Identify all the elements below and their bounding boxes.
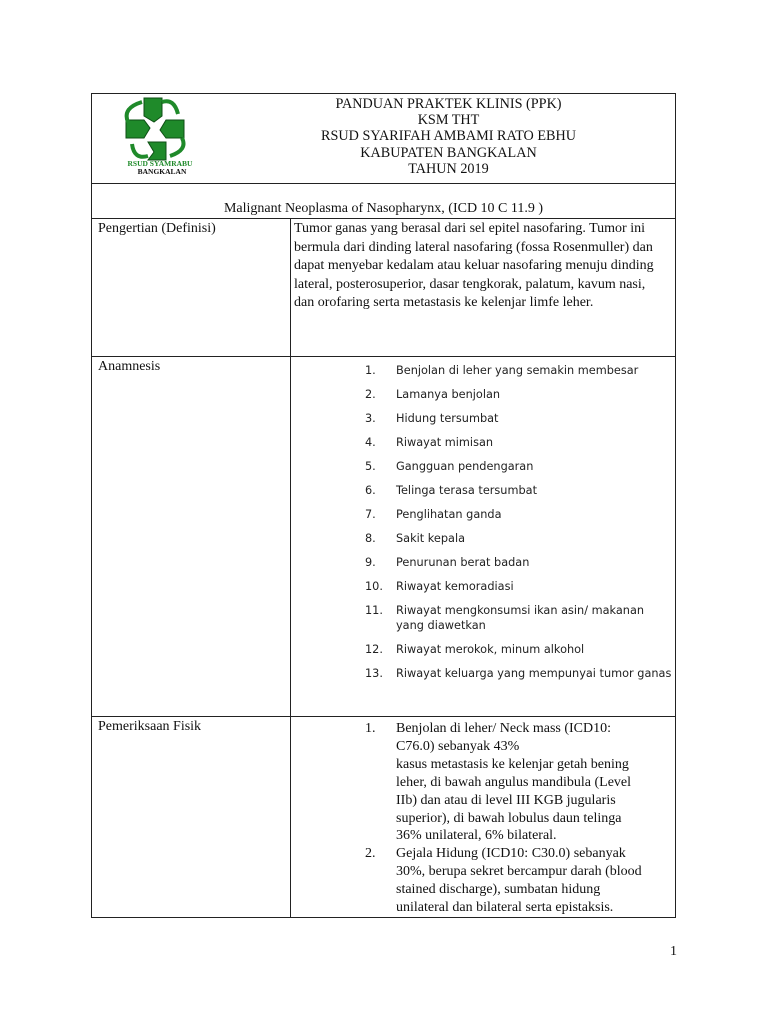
anamnesis-label: Anamnesis (92, 357, 291, 717)
list-text: Riwayat kemoradiasi (396, 580, 514, 593)
list-text: Benjolan di leher/ Neck mass (ICD10: C76.0) sebanyak 43% (396, 721, 612, 754)
anamnesis-item (291, 363, 675, 378)
list-text: Hidung tersumbat (396, 412, 499, 425)
anamnesis-item (291, 642, 675, 657)
fisik-item (291, 845, 675, 917)
list-text-continued: kasus metastasis ke kelenjar getah bening leher, di bawah angulus mandibula (Level IIb) dan atau di level III KGB jugularis superior), di bawah lobulus daun telinga 36% unilateral, 6% bilateral. (396, 756, 632, 844)
anamnesis-item (291, 603, 675, 633)
list-number: 4. (365, 436, 376, 449)
list-text: Riwayat keluarga yang mempunyai tumor ganas (396, 667, 672, 680)
list-number: 10. (365, 580, 383, 593)
anamnesis-item (291, 435, 675, 450)
logo-text-line2: BANGKALAN (137, 167, 187, 176)
document-title: Malignant Neoplasma of Nasopharynx, (ICD 10 C 11.9 ) (223, 201, 544, 216)
list-text: Riwayat mimisan (396, 436, 494, 449)
page-number: 1 (670, 944, 677, 959)
definisi-text: Tumor ganas yang berasal dari sel epitel nasofaring. Tumor ini bermula dari dinding lateral nasofaring (fossa Rosenmuller) dan dapat menyebar kedalam atau keluar nasofaring menuju dinding lateral, posterosuperior, dasar tengkorak, palatum, kavum nasi, dan orofaring serta metastasis ke kelenjar limfe leher. (291, 219, 676, 357)
anamnesis-cell (291, 357, 676, 717)
list-number: 11. (365, 604, 383, 617)
list-number: 6. (365, 484, 376, 497)
header-line: TAHUN 2019 (408, 160, 489, 177)
list-text: Penurunan berat badan (396, 556, 530, 569)
list-text: Riwayat merokok, minum alkohol (396, 643, 585, 656)
fisik-item (291, 720, 675, 845)
fisik-cell (291, 717, 676, 918)
anamnesis-item (291, 507, 675, 522)
header-line: PANDUAN PRAKTEK KLINIS (PPK) (335, 96, 562, 112)
ppk-document (91, 93, 675, 918)
header-title-block (222, 96, 675, 177)
ppk-table (91, 93, 676, 918)
anamnesis-item (291, 387, 675, 402)
anamnesis-item (291, 555, 675, 570)
list-text: Gejala Hidung (ICD10: C30.0) sebanyak 30%, berupa sekret bercampur darah (blood stained discharge), sumbatan hidung unilateral dan bilateral serta epistaksis. (396, 846, 642, 916)
fisik-label: Pemeriksaan Fisik (92, 717, 291, 918)
fisik-list (291, 720, 675, 917)
list-number: 2. (365, 846, 376, 862)
anamnesis-item (291, 459, 675, 474)
list-text: Telinga terasa tersumbat (396, 484, 537, 497)
anamnesis-item (291, 483, 675, 498)
list-number: 2. (365, 388, 376, 401)
header-line: KABUPATEN BANGKALAN (360, 144, 537, 161)
list-number: 1. (365, 721, 376, 736)
list-number: 9. (365, 556, 376, 569)
anamnesis-item (291, 531, 675, 546)
list-text: Sakit kepala (396, 532, 466, 545)
list-text: Penglihatan ganda (396, 508, 502, 521)
title-cell (92, 184, 676, 219)
list-number: 5. (365, 460, 376, 473)
anamnesis-item (291, 666, 675, 681)
anamnesis-list (291, 363, 675, 681)
header-line: KSM THT (417, 112, 480, 129)
anamnesis-item (291, 411, 675, 426)
header-line: RSUD SYARIFAH AMBAMI RATO EBHU (321, 128, 576, 145)
list-number: 1. (365, 364, 376, 377)
header-cell (92, 94, 676, 184)
hospital-logo (104, 94, 216, 180)
list-number: 8. (365, 532, 376, 545)
anamnesis-item (291, 579, 675, 594)
list-number: 12. (365, 643, 383, 656)
list-number: 7. (365, 508, 376, 521)
list-number: 3. (365, 412, 376, 425)
list-text: Benjolan di leher yang semakin membesar (396, 364, 639, 377)
list-text: Riwayat mengkonsumsi ikan asin/ makanan yang diawetkan (396, 604, 645, 632)
list-number: 13. (365, 667, 383, 680)
list-text: Lamanya benjolan (396, 388, 501, 401)
definisi-label: Pengertian (Definisi) (92, 219, 291, 357)
list-text: Gangguan pendengaran (396, 460, 534, 473)
logo-text-line1: RSUD SYAMRABU (127, 159, 193, 168)
